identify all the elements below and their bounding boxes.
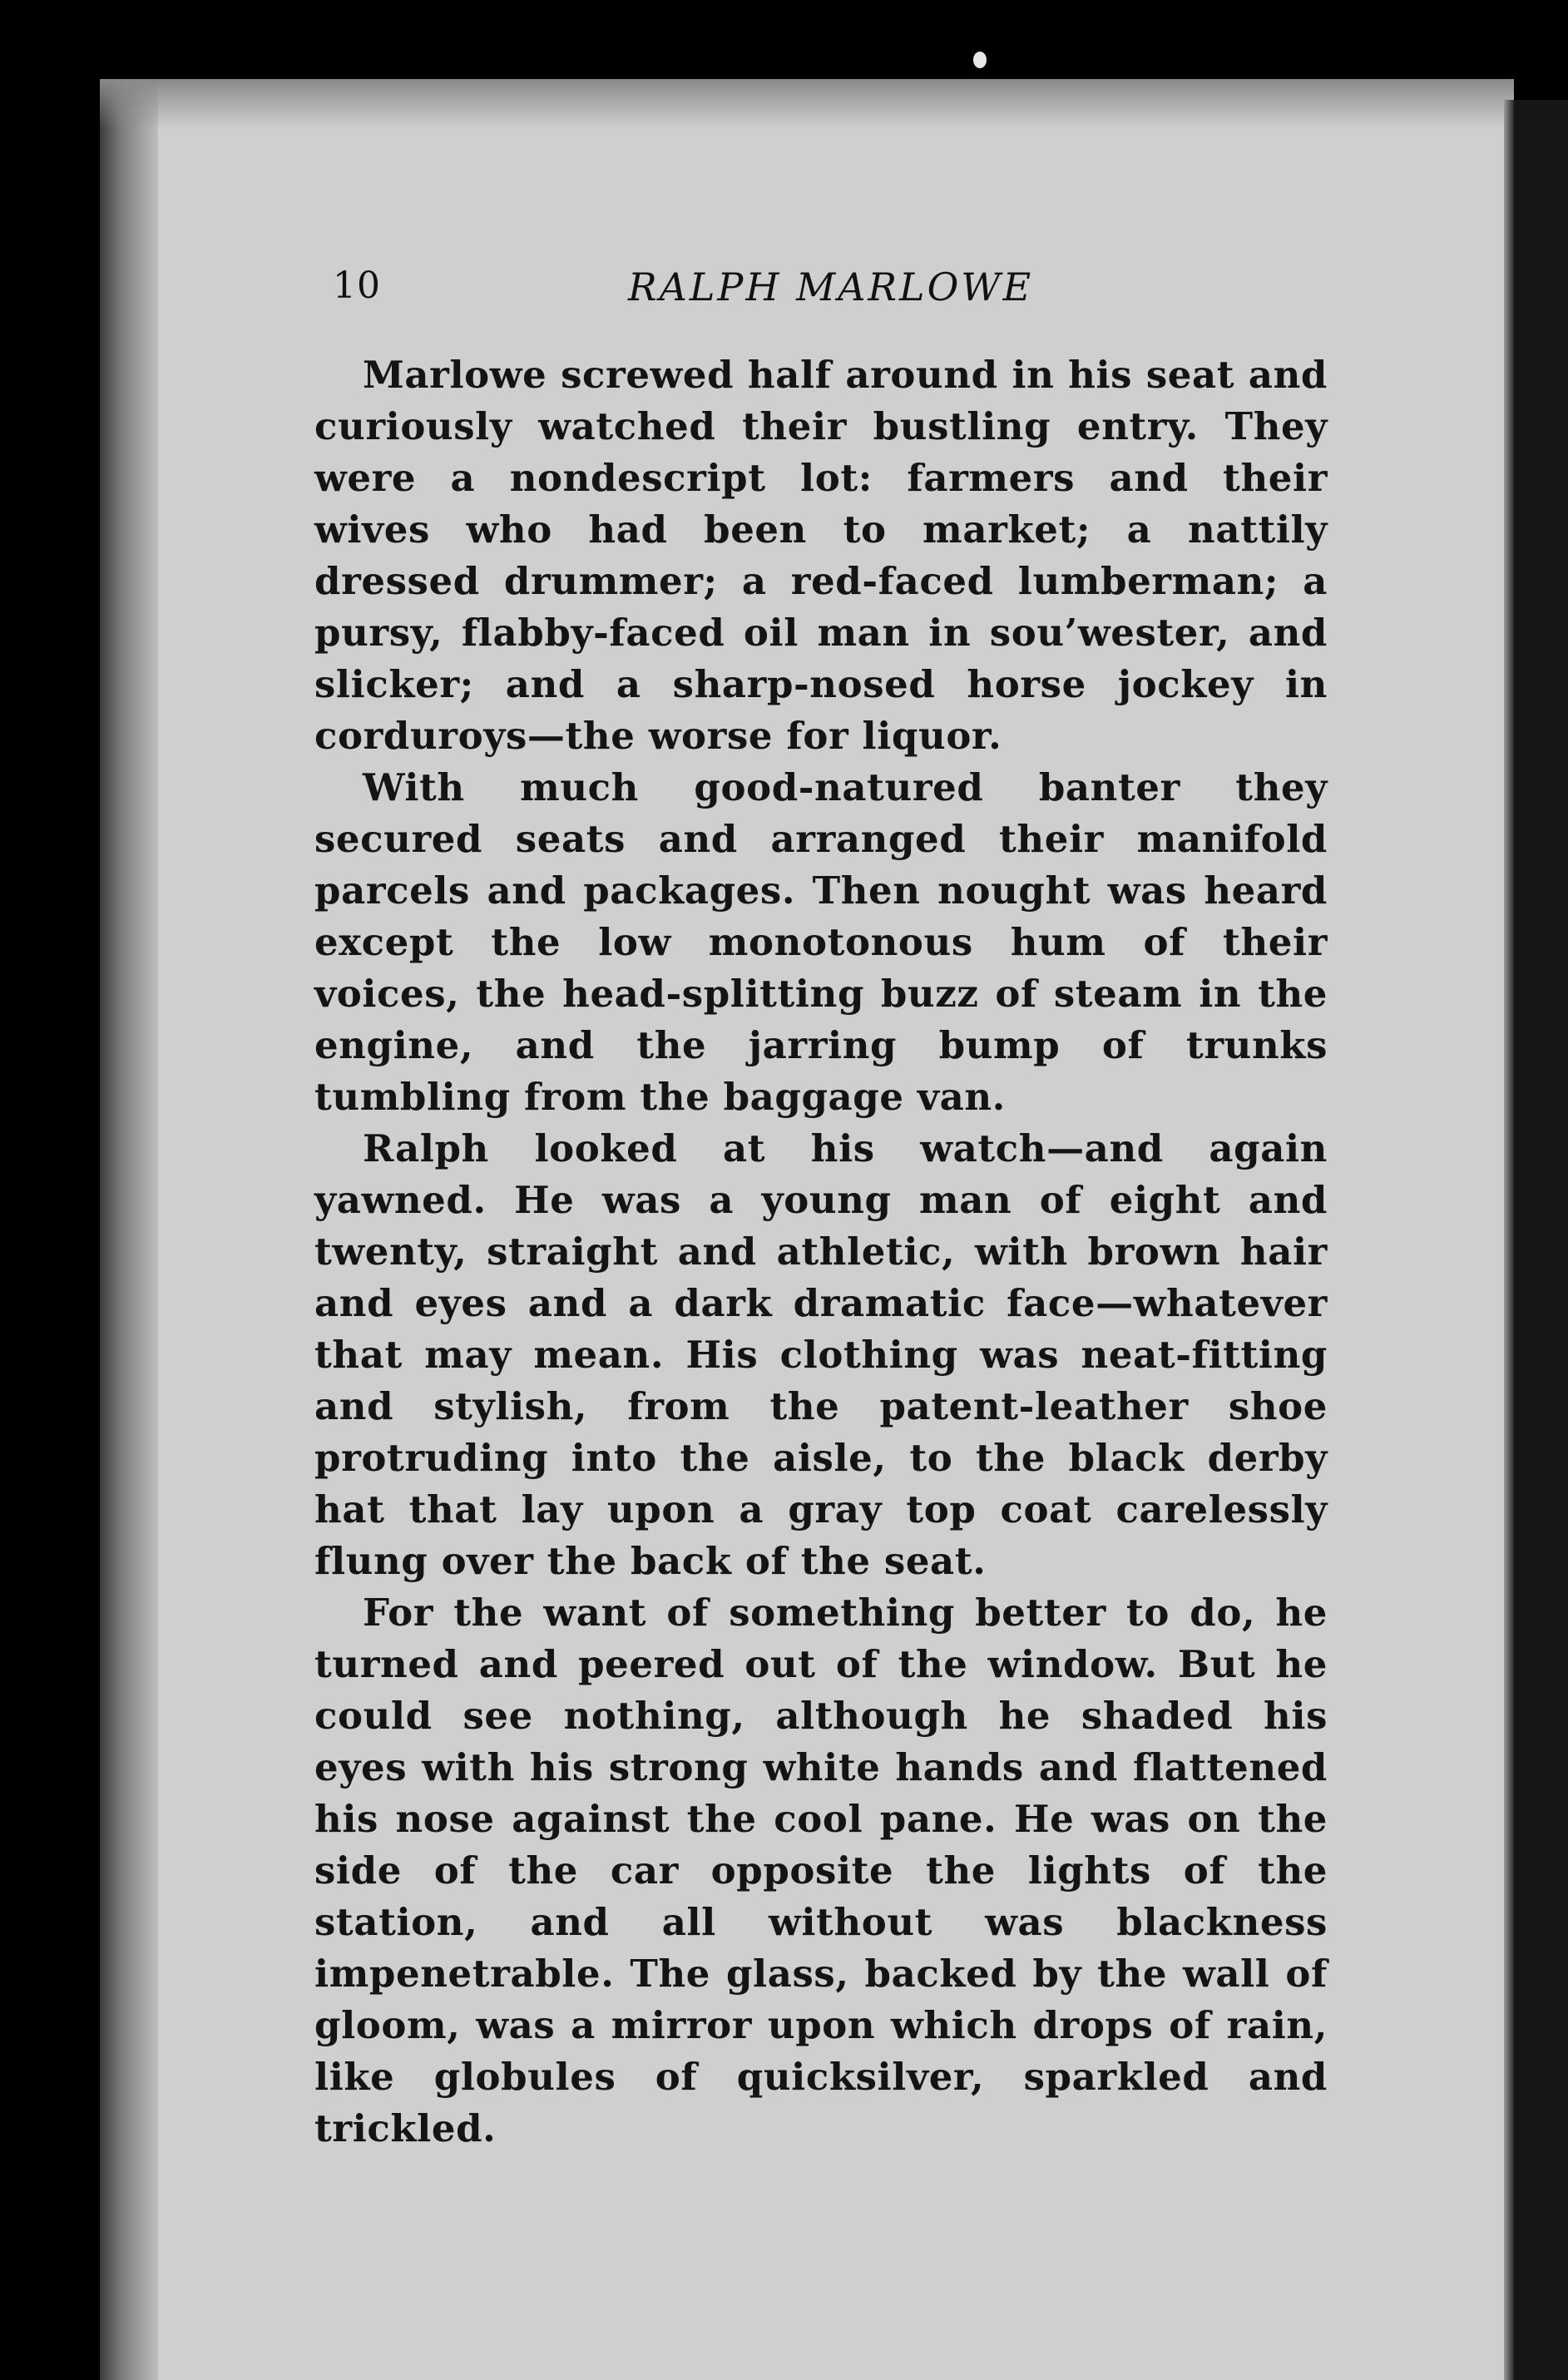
paragraph-3: Ralph looked at his watch—and again yawned. He was a young man of eight and twenty, straight and athletic, with brown hair and eyes and a dark dramatic face—whatever that may mean. His clothing was neat-fitting and stylish, from the patent-leather shoe protruding into the aisle, to the black derby hat that lay upon a gray top coat carelessly flung over the back of the seat. bbox=[314, 1126, 1328, 1583]
facing-page-edge bbox=[1514, 100, 1568, 2380]
scan-speck bbox=[973, 52, 987, 68]
running-header bbox=[237, 265, 1335, 314]
running-title: RALPH MARLOWE bbox=[628, 265, 1034, 309]
paragraph-4: For the want of something better to do, he turned and peered out of the window. But he could see nothing, although he shaded his eyes with his strong white hands and flattened his nose against the cool pane. He was on the side of the car opposite the lights of the station, and all without was blackness impenetrable. The glass, backed by the wall of gloom, was a mirror upon which drops of rain, like globules of quicksilver, sparkled and trickled. bbox=[314, 1591, 1328, 2150]
paragraph-1: Marlowe screwed half around in his seat and curiously watched their bustling entry. They were a nondescript lot: farmers and their wives who had been to market; a nattily dressed drummer; a red-faced lumberman; a pursy, flabby-faced oil man in sou’wester, and slicker; and a sharp-nosed horse jockey in corduroys—the worse for liquor. bbox=[314, 353, 1328, 758]
page-number: 10 bbox=[333, 265, 381, 307]
paragraph-2: With much good-natured banter they secured seats and arranged their manifold parcels and packages. Then nought was heard except the low monotonous hum of their voices, the head-splitting buzz of steam in the engine, and the jarring bump of trunks tumbling from the baggage van. bbox=[314, 765, 1328, 1119]
top-shadow bbox=[100, 79, 1514, 129]
page-body bbox=[314, 349, 1328, 2155]
gutter-shadow bbox=[100, 79, 158, 2380]
page-edge-highlight bbox=[1504, 100, 1514, 2380]
